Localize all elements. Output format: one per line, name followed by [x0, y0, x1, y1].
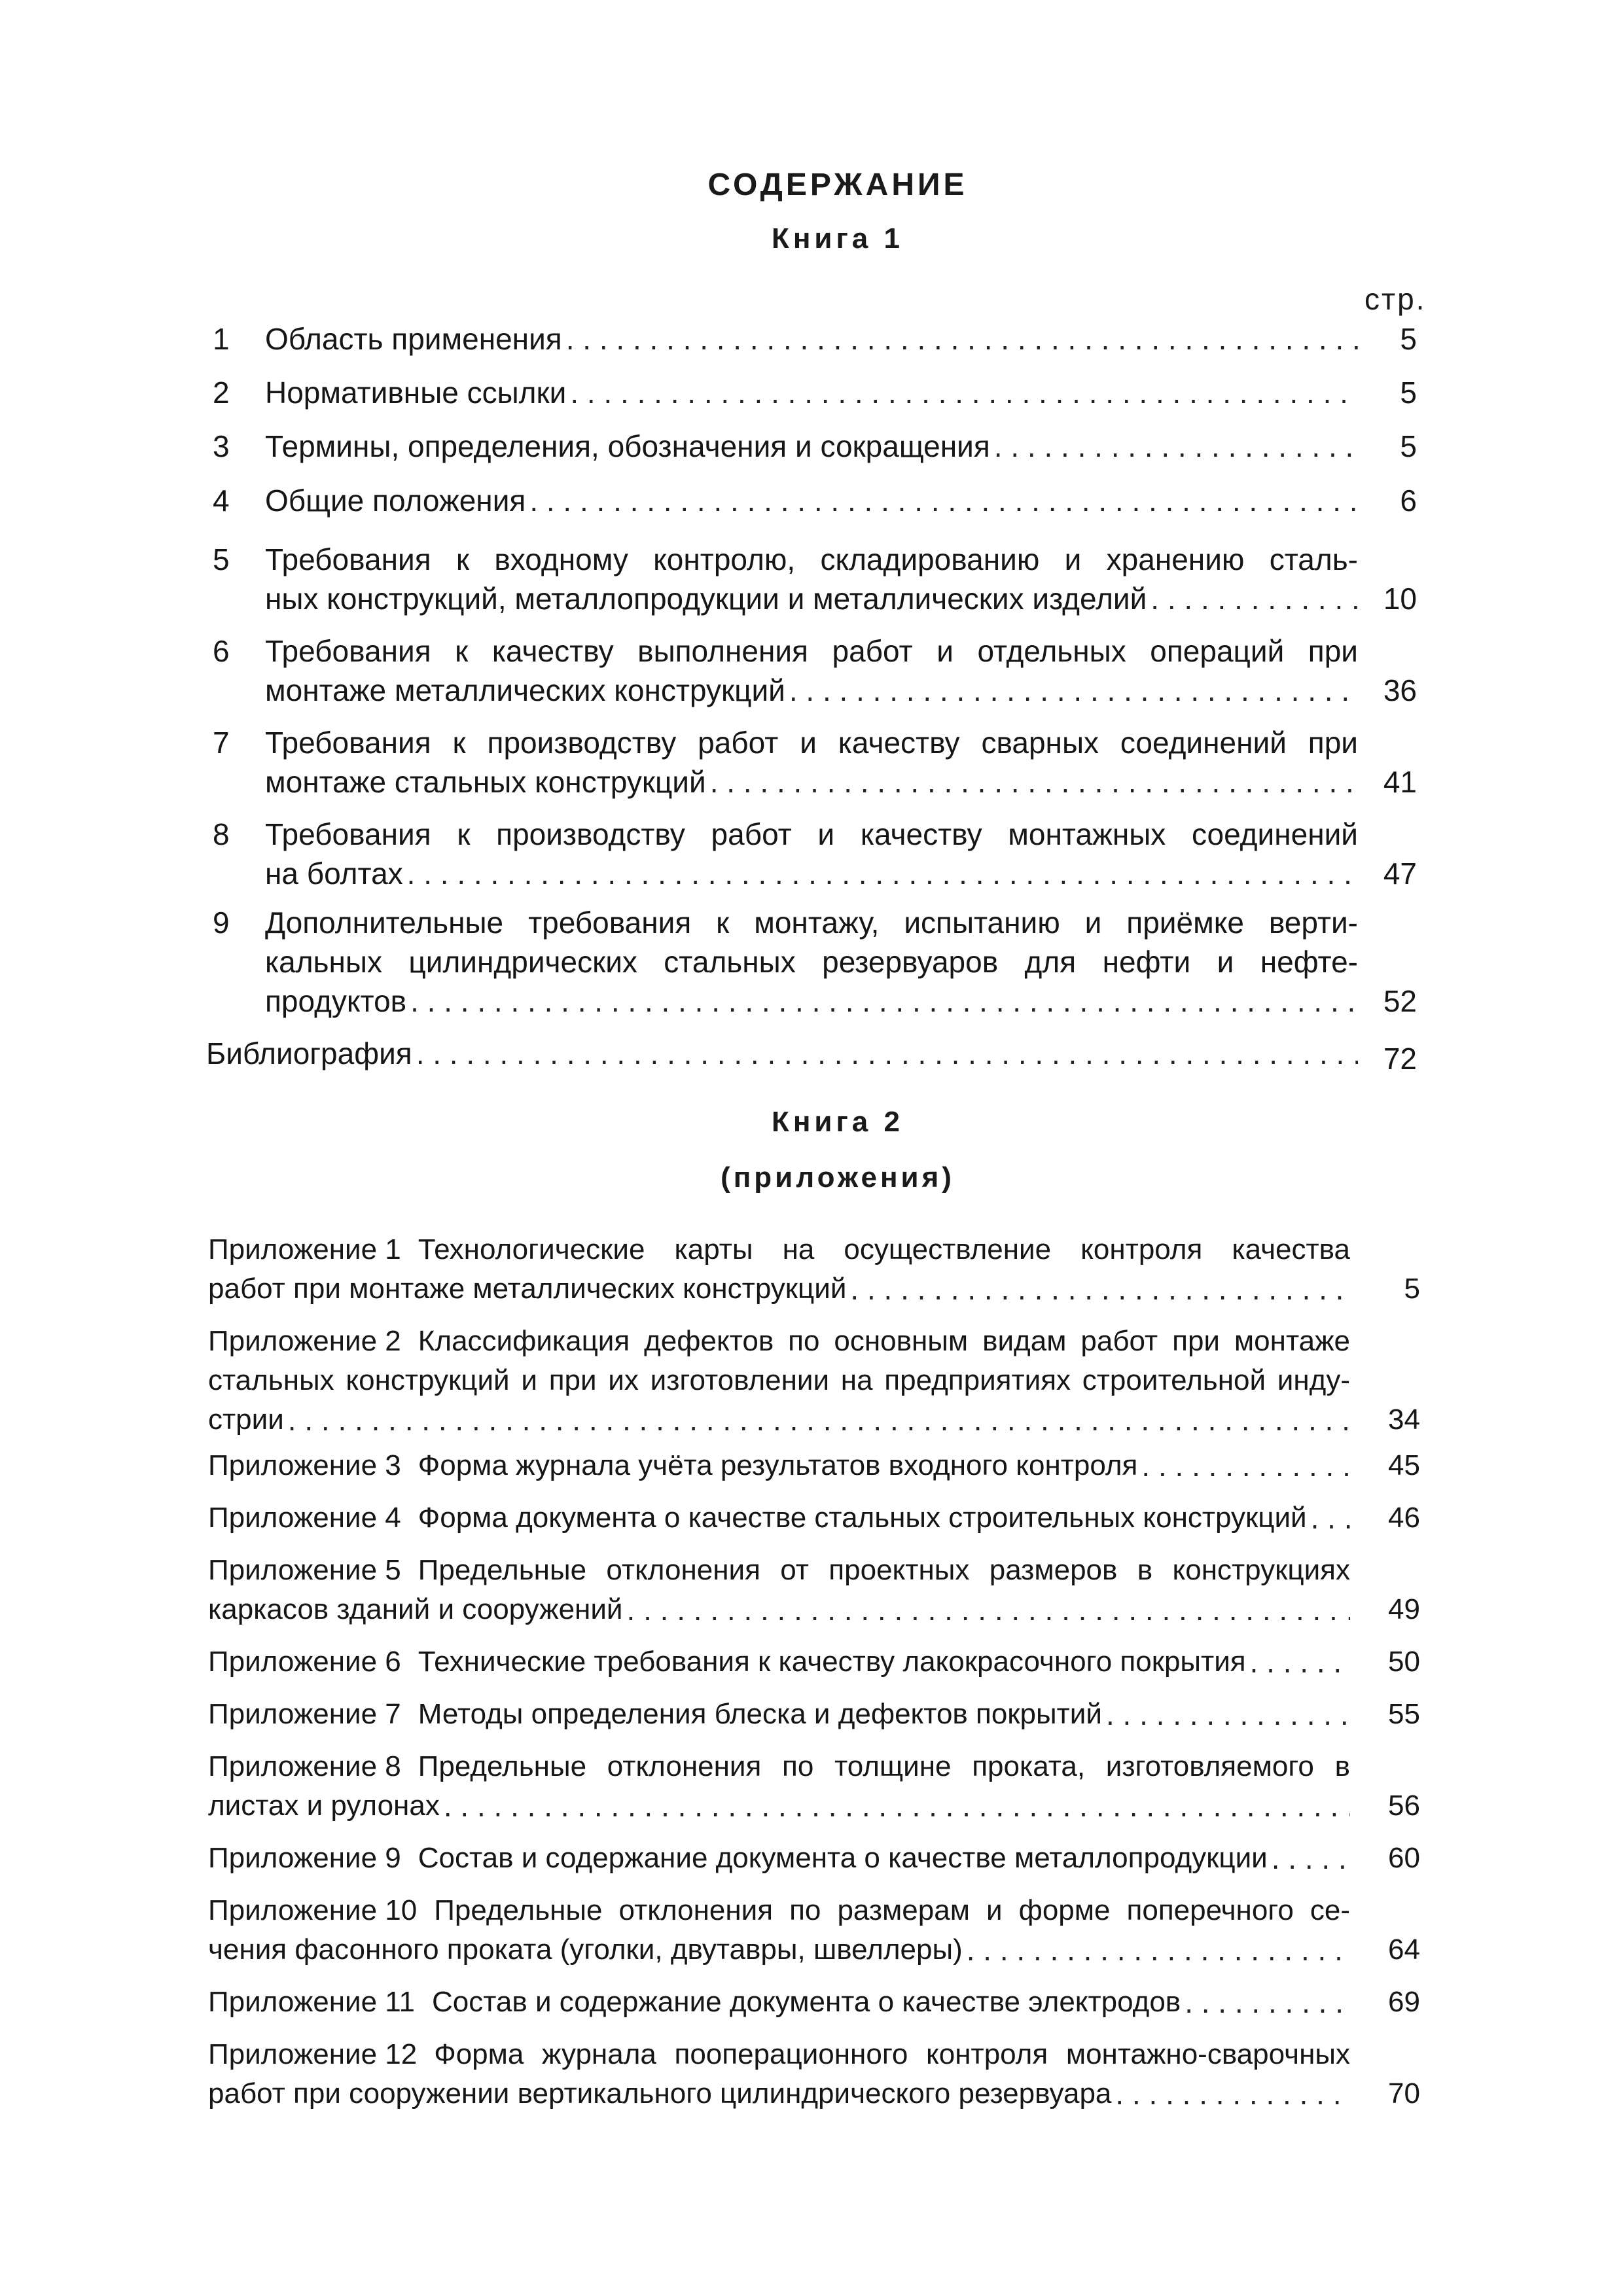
toc-line-text: Состав и содержание документа о качестве металлопродукции — [418, 1842, 1268, 1874]
appendix-entry-page: 49 — [1388, 1593, 1420, 1625]
appendix-entry-page: 46 — [1388, 1502, 1420, 1534]
appendix-label: Приложение 7 — [208, 1698, 401, 1730]
toc-line-text: стрии — [208, 1404, 284, 1436]
appendix-entry-title — [208, 1446, 1350, 1485]
toc-entry-number: 8 — [213, 817, 230, 851]
appendix-label: Приложение 10 — [208, 1894, 418, 1926]
page-title: СОДЕРЖАНИЕ — [707, 168, 968, 202]
toc-entry-page: 36 — [1383, 673, 1417, 707]
toc-line-text: Область применения — [265, 322, 562, 356]
toc-line-text: Требования к входному контролю, складированию и хранению сталь- — [265, 542, 1358, 576]
dot-leader — [566, 373, 1358, 412]
toc-line — [208, 1551, 1350, 1590]
toc-entry-page: 5 — [1400, 322, 1417, 356]
toc-line — [206, 1034, 1358, 1073]
toc-entry-number: 4 — [213, 484, 230, 518]
appendix-entry-title — [208, 1839, 1350, 1878]
toc-line — [265, 762, 1358, 802]
toc-line-text: Предельные отклонения от проектных размеров в конструкциях — [418, 1554, 1350, 1586]
toc-line — [265, 540, 1358, 579]
toc-entry-number: 6 — [213, 634, 230, 668]
toc-entry-page: 72 — [1383, 1042, 1417, 1076]
dot-leader — [562, 319, 1358, 359]
toc-line-text: Требования к производству работ и качеству сварных соединений при — [265, 726, 1358, 760]
appendix-entry-page: 34 — [1388, 1404, 1420, 1436]
appendix-entry-page: 50 — [1388, 1646, 1420, 1678]
toc-entry-title — [265, 903, 1358, 1021]
appendix-entry-title — [208, 1498, 1350, 1538]
toc-entry-title — [265, 319, 1358, 359]
dot-leader — [1111, 2074, 1350, 2113]
toc-entry-page: 6 — [1400, 484, 1417, 518]
toc-entry-title — [265, 427, 1358, 466]
appendix-entry-title — [208, 2035, 1350, 2113]
dot-leader — [440, 1786, 1350, 1826]
appendix-entry-page: 60 — [1388, 1842, 1420, 1874]
toc-line — [265, 854, 1358, 893]
dot-leader — [1137, 1446, 1350, 1485]
toc-line — [208, 1747, 1350, 1786]
toc-line — [208, 1230, 1350, 1269]
toc-line — [265, 373, 1358, 412]
toc-line — [208, 1498, 1350, 1538]
appendix-label: Приложение 2 — [208, 1325, 401, 1357]
book1-heading: Книга 1 — [772, 222, 904, 255]
appendix-label: Приложение 9 — [208, 1842, 401, 1874]
toc-entry-title — [265, 631, 1358, 710]
toc-line-text: Требования к качеству выполнения работ и отдельных операций при — [265, 634, 1358, 668]
toc-line — [265, 723, 1358, 762]
dot-leader — [1246, 1642, 1350, 1682]
appendix-entry-title — [208, 1747, 1350, 1826]
dot-leader — [1102, 1695, 1350, 1734]
toc-line-text: продуктов — [265, 984, 407, 1018]
toc-line — [265, 981, 1358, 1021]
toc-line — [208, 1839, 1350, 1878]
toc-entry-page: 47 — [1383, 857, 1417, 891]
page-column-label: стр. — [1364, 282, 1427, 316]
appendix-entry-title — [208, 1891, 1350, 1969]
appendix-label: Приложение 8 — [208, 1750, 401, 1782]
dot-leader — [1307, 1498, 1350, 1538]
dot-leader — [412, 1034, 1358, 1073]
toc-line — [208, 1361, 1350, 1400]
dot-leader — [963, 1930, 1350, 1969]
toc-line — [208, 2035, 1350, 2074]
toc-line — [208, 1400, 1350, 1439]
toc-line-text: Технические требования к качеству лакокрасочного покрытия — [418, 1646, 1246, 1678]
toc-line-text: Методы определения блеска и дефектов покрытий — [418, 1698, 1102, 1730]
toc-line-text: монтаже стальных конструкций — [265, 765, 706, 799]
appendix-label: Приложение 12 — [208, 2038, 418, 2070]
toc-line-text: Дополнительные требования к монтажу, испытанию и приёмке верти- — [265, 906, 1358, 940]
dot-leader — [1147, 579, 1358, 618]
toc-line-text: кальных цилиндрических стальных резервуаров для нефти и нефте- — [265, 945, 1358, 979]
toc-line-text: Общие положения — [265, 484, 526, 518]
book2-heading: Книга 2 — [772, 1106, 904, 1138]
appendix-entry-title — [208, 1642, 1350, 1682]
dot-leader — [284, 1400, 1350, 1439]
toc-line — [265, 903, 1358, 942]
toc-line — [208, 1446, 1350, 1485]
toc-line-text: работ при монтаже металлических конструкций — [208, 1273, 847, 1305]
book2-subheading: (приложения) — [721, 1161, 955, 1193]
toc-entry-page: 52 — [1383, 984, 1417, 1018]
dot-leader — [1268, 1839, 1350, 1878]
appendix-label: Приложение 6 — [208, 1646, 401, 1678]
toc-entry-title — [265, 540, 1358, 618]
toc-entry-title — [265, 481, 1358, 520]
toc-line-text: Нормативные ссылки — [265, 376, 567, 410]
appendix-entry-page: 70 — [1388, 2077, 1420, 2110]
toc-entry-page: 41 — [1383, 765, 1417, 799]
toc-line-text: Технологические карты на осуществление контроля качества — [418, 1233, 1350, 1265]
toc-line — [208, 1269, 1350, 1309]
toc-line-text: Библиография — [206, 1036, 412, 1070]
appendix-entry-title — [208, 1695, 1350, 1734]
toc-entry-page: 5 — [1400, 429, 1417, 463]
toc-line-text: Термины, определения, обозначения и сокращения — [265, 429, 990, 463]
toc-line — [208, 1891, 1350, 1930]
dot-leader — [846, 1269, 1350, 1309]
toc-line-text: на болтах — [265, 857, 403, 891]
appendix-label: Приложение 3 — [208, 1449, 401, 1481]
appendix-entry-page: 56 — [1388, 1790, 1420, 1822]
toc-line — [265, 579, 1358, 618]
appendix-entry-page: 5 — [1404, 1273, 1420, 1305]
toc-line — [208, 1695, 1350, 1734]
appendix-label: Приложение 4 — [208, 1502, 401, 1534]
dot-leader — [990, 427, 1358, 466]
appendix-label: Приложение 11 — [208, 1986, 415, 2018]
toc-line-text: монтаже металлических конструкций — [265, 673, 785, 707]
toc-entry-number: 5 — [213, 542, 230, 576]
toc-entry-title — [265, 373, 1358, 412]
appendix-entry-page: 69 — [1388, 1986, 1420, 2018]
appendix-entry-page: 55 — [1388, 1698, 1420, 1730]
toc-entry-number: 1 — [213, 322, 230, 356]
appendix-label: Приложение 5 — [208, 1554, 401, 1586]
toc-line-text: Форма документа о качестве стальных строительных конструкций — [418, 1502, 1307, 1534]
toc-entry-title — [206, 1034, 1358, 1073]
toc-line — [208, 1642, 1350, 1682]
toc-line — [265, 481, 1358, 520]
appendix-label: Приложение 1 — [208, 1233, 401, 1265]
toc-entry-number: 3 — [213, 429, 230, 463]
appendix-entry-title — [208, 1322, 1350, 1439]
toc-line — [208, 2074, 1350, 2113]
dot-leader — [785, 671, 1358, 710]
appendix-entry-title — [208, 1551, 1350, 1629]
toc-line — [265, 815, 1358, 854]
toc-line — [265, 427, 1358, 466]
dot-leader — [526, 481, 1358, 520]
toc-line-text: Предельные отклонения по размерам и форме поперечного се- — [434, 1894, 1350, 1926]
toc-line — [208, 1930, 1350, 1969]
toc-line-text: каркасов зданий и сооружений — [208, 1593, 623, 1625]
toc-entry-number: 7 — [213, 726, 230, 760]
dot-leader — [403, 854, 1358, 893]
toc-line-text: Форма журнала пооперационного контроля монтажно-сварочных — [434, 2038, 1350, 2070]
toc-line-text: Предельные отклонения по толщине проката, изготовляемого в — [418, 1750, 1350, 1782]
toc-entry-page: 10 — [1383, 582, 1417, 616]
toc-line-text: стальных конструкций и при их изготовлении на предприятиях строительной инду- — [208, 1364, 1350, 1396]
appendix-entry-page: 45 — [1388, 1449, 1420, 1481]
toc-line-text: работ при сооружении вертикального цилиндрического резервуара — [208, 2077, 1112, 2110]
toc-line — [265, 671, 1358, 710]
dot-leader — [623, 1590, 1350, 1629]
dot-leader — [1181, 1983, 1350, 2022]
toc-line — [265, 319, 1358, 359]
dot-leader — [406, 981, 1358, 1021]
toc-line — [208, 1322, 1350, 1361]
toc-entry-number: 9 — [213, 906, 230, 940]
toc-line — [265, 942, 1358, 981]
toc-entry-number: 2 — [213, 376, 230, 410]
toc-line-text: Требования к производству работ и качеству монтажных соединений — [265, 817, 1358, 851]
toc-line — [208, 1786, 1350, 1826]
toc-entry-title — [265, 723, 1358, 802]
toc-line-text: Состав и содержание документа о качестве электродов — [431, 1986, 1181, 2018]
dot-leader — [706, 762, 1358, 802]
toc-line-text: ных конструкций, металлопродукции и металлических изделий — [265, 582, 1147, 616]
appendix-entry-title — [208, 1230, 1350, 1309]
toc-line — [208, 1983, 1350, 2022]
toc-line-text: Классификация дефектов по основным видам работ при монтаже — [418, 1325, 1350, 1357]
toc-line-text: чения фасонного проката (уголки, двутавры, швеллеры) — [208, 1934, 963, 1966]
toc-line-text: Форма журнала учёта результатов входного контроля — [418, 1449, 1138, 1481]
appendix-entry-title — [208, 1983, 1350, 2022]
toc-entry-page: 5 — [1400, 376, 1417, 410]
toc-line — [265, 631, 1358, 671]
appendix-entry-page: 64 — [1388, 1934, 1420, 1966]
toc-entry-title — [265, 815, 1358, 893]
toc-line-text: листах и рулонах — [208, 1790, 440, 1822]
toc-line — [208, 1590, 1350, 1629]
